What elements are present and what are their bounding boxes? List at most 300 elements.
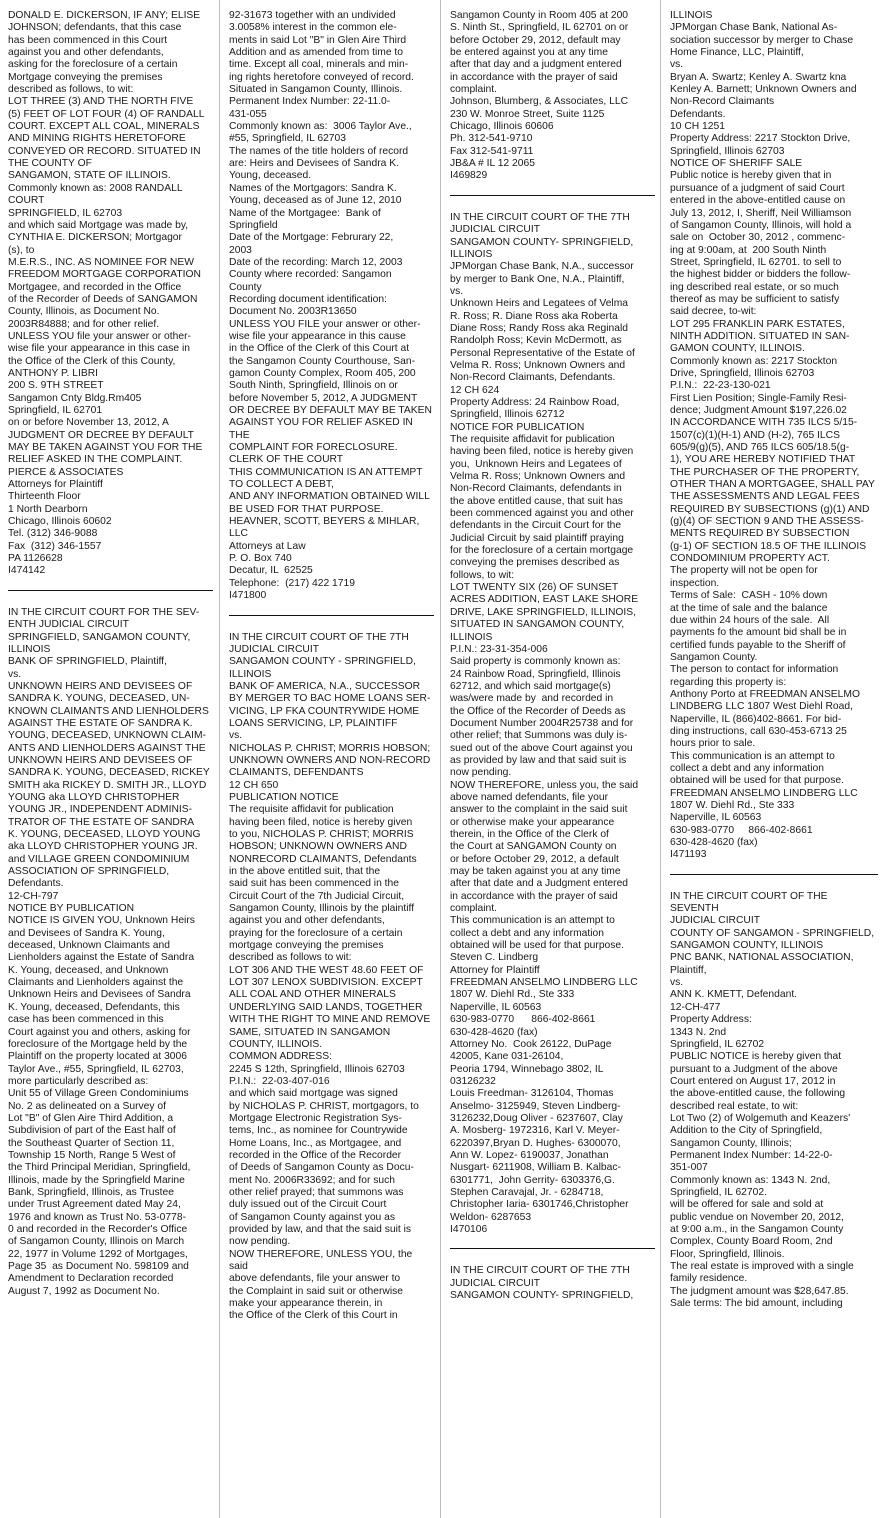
notice-line: and Devisees of Sandra K. Young, [8,927,165,939]
notice-line: 0 and recorded in the Recorder's Office [8,1224,188,1235]
notice-line: NOTICE FOR PUBLICATION [450,421,585,433]
notice-line: by merger to Bank One, N.A., Plaintiff, [450,273,625,285]
notice-line: A. Mosberg- 1972316, Karl V. Meyer- [450,1125,620,1137]
notice-line: family residence. [670,1273,748,1285]
notice-line: Sangamon County in Room 405 at 200 [450,10,629,21]
notice-line: may be taken against you at any time [450,866,621,878]
notice-line: SANGAMON COUNTY, ILLINOIS [670,940,824,952]
notice-line: Nusgart- 6211908, William B. Kalbac- [450,1162,621,1174]
notice-line: August 7, 1992 as Document No. [8,1285,160,1297]
notice-line: K. Young, deceased, Defendants, this [8,1001,180,1013]
notice-line: mortgage conveying the premises [229,940,384,952]
notice-line: SANDRA K. YOUNG, DECEASED, UN- [8,693,190,705]
notice-line: Said property is commonly known as: [450,656,621,668]
notice-line: now pending. [450,767,512,779]
notice-line: I469829 [450,170,488,182]
notice-line: sued out of the above Court against you [450,742,633,754]
notice-line: Bryan A. Swartz; Kenley A. Swartz kna [670,71,847,83]
notice-line: UNKNOWN HEIRS AND DEVISEES OF [8,754,193,766]
notice-line: 22, 1977 in Volume 1292 of Mortgages, [8,1248,188,1260]
notice-line: Bank, Springfield, Illinois, as Trustee [8,1186,174,1198]
notice-line: Unknown Heirs and Devisees of Sandra [8,989,191,1001]
notice-line: follows, to wit: [450,569,515,581]
notice-line: COMPLAINT FOR FORECLOSURE. [229,442,398,454]
notice-line: IN THE CIRCUIT COURT OF THE 7TH [450,1265,630,1277]
notice-line: pursuant to a Judgment of the above [670,1063,838,1075]
notice-line: Street, Springfield, IL 62701. to sell to [670,256,842,268]
notice-line: Recording document identification: [229,293,387,305]
notice-line: sale on October 30, 2012 , commenc- [670,232,846,244]
notice-line: IN ACCORDANCE WITH 735 ILCS 5/15- [670,417,858,429]
notice-separator [670,874,878,875]
notice-line: TRATOR OF THE ESTATE OF SANDRA [8,816,195,828]
notice-line: ILLINOIS [450,631,493,643]
notice-line: SPRINGFIELD, IL 62703 [8,207,123,219]
notice-line: 351-007 [670,1162,708,1174]
notice-line: Mortgagee, and recorded in the Office [8,281,182,293]
legal-notice [229,10,434,603]
notice-line: before October 29, 2012, default may [450,34,621,46]
notice-line: public vendue on November 20, 2012, [670,1211,845,1223]
notice-line: answer to the complaint in the said suit [450,804,628,816]
legal-notice [670,10,878,862]
notice-line: Lot Two (2) of Wolgemuth and Keazers' [670,1112,851,1124]
notice-line: RELIEF ASKED IN THE COMPLAINT. [8,454,183,466]
notice-line: ILLINOIS [229,668,272,680]
notice-line: Springfield, Illinois 62703 [670,145,785,157]
notice-line: ACRES ADDITION, EAST LAKE SHORE [450,594,639,606]
notice-line: Diane Ross; Randy Ross aka Reginald [450,322,628,334]
notice-line: provided by law, and that the said suit is [229,1224,412,1235]
notice-line: Telephone: (217) 422 1719 [229,577,355,589]
notice-line: NOTICE BY PUBLICATION [8,903,135,915]
notice-line: the highest bidder or bidders the follow- [670,269,851,281]
notice-line: Springfield, IL 62702. [670,1186,767,1198]
notice-line: JUDGMENT OR DECREE BY DEFAULT [8,429,194,441]
notice-line: 03126232 [450,1075,496,1087]
notice-line: ANN K. KMETT, Defendant. [670,989,798,1001]
notice-line: 2003 [229,244,252,256]
column-4 [670,10,878,1515]
notice-line: KNOWN CLAIMANTS AND LIENHOLDERS [8,705,209,717]
notice-line: Addition and as amended from time to [229,47,404,59]
notice-line: SANDRA K. YOUNG, DECEASED, RICKEY [8,767,210,779]
notice-line: Sangamon County, Illinois by the plaintiff [229,903,415,915]
notice-line: THE PURCHASER OF THE PROPERTY, [670,466,860,478]
notice-line: I474142 [8,565,46,577]
legal-notice [8,10,213,578]
notice-line: ment No. 2006R33692; and for such [229,1174,396,1186]
notice-line: FREEDOM MORTGAGE CORPORATION [8,269,201,281]
notice-line: Defendants. [670,108,726,120]
notice-line: Name of the Mortgagee: Bank of [229,207,381,219]
legal-notice [450,10,655,183]
notice-line: K. YOUNG, DECEASED, LLOYD YOUNG [8,829,201,840]
notice-line: Attorney for Plaintiff [450,964,540,976]
notice-line: was/were made by and recorded in [450,693,614,705]
notice-line: described as follows, to wit: [8,84,134,96]
notice-line: case has been commenced in this [8,1014,164,1026]
notice-line: 630-983-0770 866-402-8661 [450,1014,596,1026]
notice-line: 92-31673 together with an undivided [229,10,396,21]
notice-line: 12 CH 650 [229,779,279,791]
notice-line: Subdivision of part of the East half of [8,1125,176,1137]
notice-line: LINDBERG LLC 1807 West Diehl Road, [670,701,853,713]
notice-line: above named defendants, file your [450,791,608,803]
notice-line: OR DECREE BY DEFAULT MAY BE TAKEN [229,405,432,416]
notice-line: 630-983-0770 866-402-8661 [670,824,813,836]
notice-line: PA 1126628 [8,553,63,565]
notice-line: Page 35 as Document No. 598109 and [8,1261,189,1273]
notice-line: recorded in the Office of the Recorder [229,1149,402,1161]
notice-line: Chicago, Illinois 60602 [8,516,112,528]
notice-line: COUNTY OF SANGAMON - SPRINGFIELD, [670,927,875,939]
notice-line: CONDOMINIUM PROPERTY ACT. [670,553,830,565]
notice-line: Non-Record Claimants, Defendants. [450,372,616,384]
notice-line: ILLINOIS [8,643,51,655]
notice-line: of the Recorder of Deeds of SANGAMON [8,293,198,305]
notice-line: Permanent Index Number: 22-11.0- [229,96,391,108]
column-rule [219,0,220,1518]
notice-line: Young, deceased as of June 12, 2010 [229,195,402,207]
notice-line: YOUNG, DECEASED, UNKNOWN CLAIM- [8,730,206,742]
notice-line: The requisite affidavit for publication [450,434,615,445]
notice-line: I470106 [450,1224,488,1235]
notice-line: UNLESS YOU FILE your answer or other- [229,318,421,330]
notice-line: UNKNOWN OWNERS AND NON-RECORD [229,754,431,766]
notice-line: SANGAMON COUNTY- SPRINGFIELD, [450,1290,634,1302]
legal-notice [450,1265,655,1302]
notice-line: Springfield, Illinois 62712 [450,409,565,421]
notice-line: The requisite affidavit for publication [229,804,394,816]
notice-line: obtained will be used for that purpose. [670,775,845,787]
notice-line: 1343 N. 2nd [670,1026,727,1038]
notice-line: BY MERGER TO BAC HOME LOANS SER- [229,693,431,705]
notice-line: 6301771, John Gerrity- 6303376,G. [450,1174,615,1186]
notice-line: Tel. (312) 346-9088 [8,528,98,540]
notice-line: Attorney No. Cook 26122, DuPage [450,1038,612,1050]
notice-line: SMITH aka RICKEY D. SMITH JR., LLOYD [8,779,207,791]
notice-line: Drive, Springfield, Illinois 62703 [670,367,815,379]
notice-line: vs. [670,59,684,71]
notice-line: ing at 9:00am, at 200 South Ninth [670,244,827,256]
notice-line: (s), to [8,244,35,256]
notice-line: has been commenced in this Court [8,34,168,46]
notice-line: LLC [229,528,248,540]
notice-line: 3126232,Doug Oliver - 6237607, Clay [450,1112,623,1124]
notice-line: P.I.N.: 23-31-354-006 [450,643,548,655]
notice-line: SANGAMON, STATE OF ILLINOIS. [8,170,171,182]
notice-line: Public notice is hereby given that in [670,170,832,182]
notice-line: IN THE CIRCUIT COURT OF THE SEVENTH [670,890,831,915]
notice-line: conveying the premises described as [450,557,620,569]
notice-line: NOTICE OF SHERIFF SALE [670,158,803,170]
notice-line: 630-428-4620 (fax) [450,1026,538,1038]
notice-line: 1507(c)(1)(H-1) AND (H-2), 765 ILCS [670,429,840,441]
notice-line: Claimants and Lienholders against the [8,977,184,989]
notice-line: complaint. [450,903,497,915]
notice-line: 24 Rainbow Road, Springfield, Illinois [450,668,621,680]
notice-line: 605/9(g)(5), AND 765 ILCS 605/18.5(g- [670,442,850,454]
notice-line: 230 W. Monroe Street, Suite 1125 [450,108,605,120]
notice-line: The real estate is improved with a single [670,1261,854,1273]
notice-line: Mortgage Electronic Registration Sys- [229,1112,402,1124]
notice-line: time. Except all coal, minerals and min- [229,59,409,71]
notice-line: gamon County Complex, Room 405, 200 [229,367,416,379]
notice-line: Naperville, IL 60563 [670,812,762,824]
notice-line: Weldon- 6287653 [450,1211,532,1223]
notice-line: I471193 [670,849,707,861]
notice-line: therein, in the Office of the Clerk of [450,829,609,840]
notice-line: regarding this property is: [670,676,787,688]
notice-line: South Ninth, Springfield, Illinois on or [229,380,398,392]
notice-line: collect a debt and any information [450,927,604,939]
notice-line: Velma R. Ross; Unknown Owners and [450,471,626,483]
notice-line: ANTHONY P. LIBRI [8,367,99,379]
notice-line: BANK OF SPRINGFIELD, Plaintiff, [8,656,167,668]
notice-line: ANTS AND LIENHOLDERS AGAINST THE [8,742,206,754]
notice-line: you, Unknown Heirs and Legatees of [450,458,622,470]
notice-line: Ph. 312-541-9710 [450,133,533,145]
notice-line: Complex, County Board Room, 2nd [670,1236,833,1248]
notice-line: by NICHOLAS P. CHRIST, mortgagors, to [229,1100,419,1112]
notice-line: BE USED FOR THAT PURPOSE. [229,503,384,515]
notice-line: LOANS SERVICING, LP, PLAINTIFF [229,717,398,729]
notice-line: Document No. 2003R13650 [229,306,357,318]
notice-line: asking for the foreclosure of a certain [8,59,178,71]
notice-line: No. 2 as delineated on a Survey of [8,1100,166,1112]
notice-line: 2245 S 12th, Springfield, Illinois 62703 [229,1063,405,1075]
notice-line: Lot "B" of Glen Aire Third Addition, a [8,1112,174,1124]
notice-line: the Southeast Quarter of Section 11, [8,1137,175,1149]
notice-line: AGAINST YOU FOR RELIEF ASKED IN THE [229,417,416,441]
notice-line: S. Ninth St., Springfield, IL 62701 on or [450,22,629,34]
notice-line: are: Heirs and Devisees of Sandra K. [229,158,399,170]
notice-line: deceased, Unknown Claimants and [8,940,170,952]
notice-line: ILLINOIS [670,10,713,21]
notice-line: Sangamon Cnty Bldg.Rm405 [8,392,142,404]
notice-line: LOT TWENTY SIX (26) OF SUNSET [450,582,619,594]
notice-line: Circuit Court of the 7th Judicial Circuit, [229,890,405,902]
notice-line: Commonly known as: 1343 N. 2nd, [670,1174,831,1186]
notice-line: Steven C. Lindberg [450,952,539,964]
notice-line: Terms of Sale: CASH - 10% down [670,590,828,602]
notice-line: of Sangamon County, Illinois on March [8,1236,185,1248]
notice-line: collect a debt and any information [670,762,824,774]
notice-line: Sangamon County, Illinois; [670,1137,792,1149]
notice-line: Chicago, Illinois 60606 [450,121,554,133]
notice-line: 2003R84888; and for other relief. [8,318,160,330]
notice-line: NONRECORD CLAIMANTS, Defendants [229,853,417,865]
notice-line: COURT. EXCEPT ALL COAL, MINERALS [8,121,200,133]
notice-line: SAME, SITUATED IN SANGAMON [229,1026,391,1038]
notice-line: sociation successor by merger to Chase [670,34,854,46]
notice-line: LOT THREE (3) AND THE NORTH FIVE [8,96,194,108]
notice-line: ALL COAL AND OTHER MINERALS [229,989,396,1001]
notice-line: as provided by law and that said suit is [450,754,627,766]
notice-line: on or before November 13, 2012, A [8,417,169,429]
notice-line: IN THE CIRCUIT COURT OF THE 7TH [450,211,630,223]
notice-line: NICHOLAS P. CHRIST; MORRIS HOBSON; [229,742,431,754]
notice-line: JUDICIAL CIRCUIT [670,915,761,927]
notice-line: Commonly known as: 3006 Taylor Ave., [229,121,412,133]
notice-line: of Sangamon County, Illinois, will hold a [670,219,852,231]
notice-line: the Sangamon County Courthouse, San- [229,355,416,367]
notice-line: JB&A # IL 12 2065 [450,158,535,170]
notice-line: COMMON ADDRESS: [229,1051,332,1063]
notice-line: UNDERLYING SAID LANDS, TOGETHER [229,1001,423,1013]
notice-line: thereof as may be sufficient to satisfy [670,293,840,305]
notice-line: Court entered on August 17, 2012 in [670,1075,836,1087]
notice-line: Christopher Iaria- 6301746,Christopher [450,1199,629,1211]
notice-line: AGAINST THE ESTATE OF SANDRA K. [8,717,193,729]
notice-line: JUDICIAL CIRCUIT [450,224,541,236]
notice-line: and which said mortgage was signed [229,1088,398,1100]
notice-line: in accordance with the prayer of said [450,71,618,83]
notice-line: COURT [8,195,45,207]
notice-line: more particularly described as: [8,1075,149,1087]
legal-notice [8,607,213,1298]
notice-line: Home Finance, LLC, Plaintiff, [670,47,804,59]
notice-line: Property Address: 24 Rainbow Road, [450,396,620,408]
notice-line: County, Illinois, as Document No. [8,306,160,318]
notice-line: 62712, and which said mortgage(s) [450,680,611,692]
notice-line: Fax (312) 346-1557 [8,540,102,552]
notice-line: foreclosure of the Mortgage held by the [8,1038,188,1050]
notice-line: THE COUNTY OF [8,158,92,170]
notice-line: FREEDMAN ANSELMO LINDBERG LLC [450,977,638,989]
notice-line: after that day and a judgment entered [450,59,622,71]
notice-line: OTHER THAN A MORTGAGEE, SHALL PAY [670,479,875,491]
notice-line: in accordance with the prayer of said [450,890,618,902]
notice-line: ments in said Lot "B" in Glen Aire Third [229,34,407,46]
notice-line: of Sangamon County against you as [229,1211,396,1223]
notice-line: Young, deceased. [229,170,312,182]
notice-line: Home Loans, Inc., as Mortgagee, and [229,1137,402,1149]
notice-line: Stephen Caravajal, Jr. - 6284718, [450,1186,604,1198]
notice-line: PUBLICATION NOTICE [229,791,339,803]
notice-line: FREEDMAN ANSELMO LINDBERG LLC [670,787,858,799]
notice-line: SITUATED IN SANGAMON COUNTY, [450,619,625,631]
notice-line: Thirteenth Floor [8,491,81,503]
notice-line: described real estate, to wit: [670,1100,799,1112]
notice-line: GAMON COUNTY, ILLINOIS. [670,343,805,355]
legal-notice [670,891,878,1311]
notice-line: SANGAMON COUNTY - SPRINGFIELD, [229,656,416,668]
notice-line: July 13, 2012, I, Sheriff, Neil Williamson [670,207,852,219]
notice-line: the Court at SANGAMON County on [450,841,617,853]
column-3 [450,10,655,1515]
notice-line: Taylor Ave., #55, Springfield, IL 62703, [8,1063,184,1075]
notice-line: wise file your appearance in this case in [8,343,191,355]
notice-line: 6220397,Bryan D. Hughes- 6300070, [450,1137,621,1149]
notice-line: at 9:00 a.m., in the Sangamon County [670,1224,844,1235]
notice-line: CYNTHIA E. DICKERSON; Mortgagor [8,232,182,244]
notice-line: having been filed, notice is hereby given [229,816,413,828]
notice-line: Plaintiff on the property located at 3006 [8,1051,187,1063]
notice-line: UNKNOWN HEIRS AND DEVISEES OF [8,680,193,692]
notice-line: Attorneys at Law [229,540,306,552]
notice-line: Illinois, made by the Springfield Marine [8,1174,185,1186]
notice-line: Commonly known as: 2217 Stockton [670,355,838,367]
notice-line: UNLESS YOU file your answer or other- [8,330,191,342]
notice-line: 200 S. 9TH STREET [8,380,104,392]
notice-line: due within 24 hours of the sale. All [670,614,830,626]
notice-line: complaint. [450,84,497,96]
notice-line: DRIVE, LAKE SPRINGFIELD, ILLINOIS, [450,606,636,618]
notice-line: Property Address: 2217 Stockton Drive, [670,133,851,145]
notice-line: 3.0058% interest in the common ele- [229,22,397,34]
notice-line: 42005, Kane 031-26104, [450,1051,564,1063]
notice-line: COUNTY, ILLINOIS. [229,1038,323,1050]
notice-line: will be offered for sale and sold at [670,1199,824,1211]
notice-line: against you and other defendants, [229,915,385,927]
notice-line: Louis Freedman- 3126104, Thomas [450,1088,614,1100]
notice-line: Unknown Heirs and Legatees of Velma [450,298,629,310]
notice-line: Judicial Circuit by said plaintiff praying [450,532,624,544]
notice-line: or otherwise make your appearance [450,816,615,828]
notice-line: of Deeds of Sangamon County as Docu- [229,1162,414,1174]
notice-line: ASSOCIATION OF SPRINGFIELD, [8,866,170,878]
notice-line: Peoria 1794, Winnebago 3802, IL [450,1063,604,1075]
notice-line: This communication is an attempt to [450,915,615,927]
notice-line: The person to contact for information [670,664,839,676]
notice-line: in the above entitled suit, that the [229,866,381,878]
notice-line: after that date and a Judgment entered [450,878,629,890]
notice-line: Date of the recording: March 12, 2003 [229,256,403,268]
notice-line: M.E.R.S., INC. AS NOMINEE FOR NEW [8,256,194,268]
notice-line: IN THE CIRCUIT COURT OF THE 7TH [229,631,409,643]
notice-line: Springfield, IL 62702 [670,1038,765,1050]
notice-line: Amendment to Declaration recorded [8,1273,174,1285]
notice-line: Velma R. Ross; Unknown Owners and [450,359,626,371]
notice-line: Document Number 2004R25738 and for [450,717,634,729]
notice-line: praying for the foreclosure of a certain [229,927,403,939]
notice-line: Kenley A. Barnett; Unknown Owners and [670,84,857,96]
notice-line: AND ANY INFORMATION OBTAINED WILL [229,491,430,503]
notice-line: 630-428-4620 (fax) [670,837,758,849]
notice-line: (g-1) OF SECTION 18.5 OF THE ILLINOIS [670,540,867,552]
notice-line: before November 5, 2012, A JUDGMENT [229,392,418,404]
notice-line: HEAVNER, SCOTT, BEYERS & MIHLAR, [229,516,420,528]
notice-line: Floor, Springfield, Illinois. [670,1248,785,1260]
notice-line: Unit 55 of Village Green Condominiums [8,1088,189,1100]
notice-line: CLERK OF THE COURT [229,454,344,466]
notice-line: Anthony Porto at FREEDMAN ANSELMO [670,688,860,700]
notice-line: The judgment amount was $28,647.85. [670,1285,849,1297]
legal-notice [450,212,655,1237]
notice-line: inspection. [670,577,720,589]
notice-line: NINTH ADDITION. SITUATED IN SAN- [670,330,850,342]
notice-line: The names of the title holders of record [229,145,409,157]
notice-line: Sangamon County. [670,651,758,663]
notice-line: MAY BE TAKEN AGAINST YOU FOR THE [8,442,203,454]
notice-line: 12-CH-797 [8,890,59,902]
notice-line: certified funds payable to the Sheriff of [670,639,846,651]
notice-line: Naperville, IL (866)402-8661. For bid- [670,713,842,725]
notice-line: PNC BANK, NATIONAL ASSOCIATION, [670,952,854,964]
notice-line: said suit has been commenced in the [229,878,399,890]
notice-separator [8,590,213,591]
notice-line: for the foreclosure of a certain mortgage [450,545,634,557]
notice-line: (5) FEET OF LOT FOUR (4) OF RANDALL [8,108,205,120]
notice-line: Addition to the City of Springfield, [670,1125,823,1137]
notice-line: I471800 [229,590,267,602]
notice-line: entered in the above-entitled cause on [670,195,846,207]
notice-line: NOTICE IS GIVEN YOU, Unknown Heirs [8,915,195,927]
notice-line: YOUNG aka LLOYD CHRISTOPHER [8,791,180,803]
notice-line: against you and other defendants, [8,47,164,59]
